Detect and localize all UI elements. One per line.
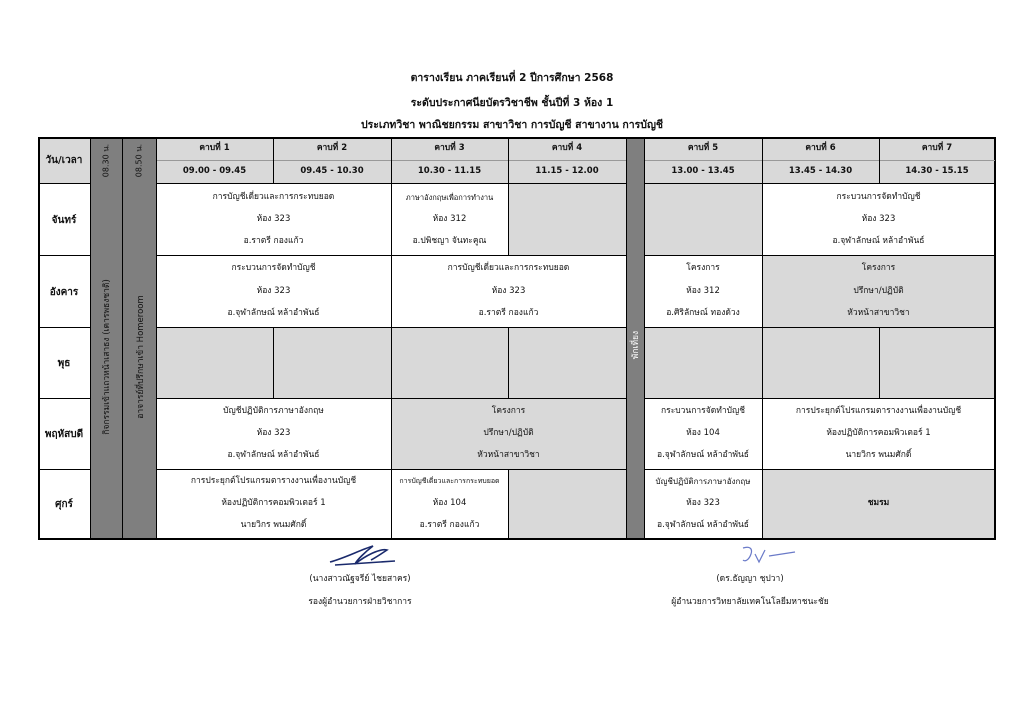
time-0850: 08.50 น.: [134, 143, 144, 178]
tue-d-subject: โครงการ: [861, 263, 896, 273]
day-thursday: พฤหัสบดี: [44, 429, 84, 440]
thu-c-teacher: อ.จุฬาลักษณ์ หล้าอำพันธ์: [657, 450, 749, 460]
thu-c-room: ห้อง 104: [686, 428, 720, 438]
fri-c-subject: บัญชีปฏิบัติการภาษาอังกฤษ: [655, 477, 751, 486]
tue-b-room: ห้อง 323: [491, 286, 526, 296]
thu-a-subject: บัญชีปฏิบัติการภาษาอังกฤษ: [223, 406, 324, 416]
homeroom-label: อาจารย์ที่ปรึกษาเข้า Homeroom: [136, 295, 146, 419]
tue-c-subject: โครงการ: [686, 263, 720, 273]
period-3-time: 10.30 - 11.15: [417, 166, 482, 176]
right-signer-title: ผู้อำนวยการวิทยาลัยเทคโนโลยีมหาชนะชัย: [671, 597, 829, 607]
period-6-time: 13.45 - 14.30: [788, 166, 853, 176]
tue-a-room: ห้อง 323: [256, 286, 291, 296]
day-tuesday: อังคาร: [49, 287, 79, 298]
title-line-1: ตารางเรียน ภาคเรียนที่ 2 ปีการศึกษา 2568: [410, 72, 614, 84]
tue-b-subject: การบัญชีเดี่ยวและการกระทบยอด: [447, 263, 570, 273]
time-0830: 08.30 น.: [101, 143, 111, 178]
right-signature-image: [735, 540, 805, 568]
thu-b-subject: โครงการ: [491, 406, 526, 416]
mon-a-subject: การบัญชีเดี่ยวและการกระทบยอด: [212, 192, 335, 202]
day-wednesday: พุธ: [57, 358, 71, 369]
thu-a-room: ห้อง 323: [256, 428, 291, 438]
mon-c-teacher: อ.จุฬาลักษณ์ หล้าอำพันธ์: [832, 236, 925, 246]
fri-b-teacher: อ.ราตรี กองแก้ว: [419, 520, 480, 530]
title-line-2: ระดับประกาศนียบัตรวิชาชีพ ชั้นปีที่ 3 ห้อง 1: [410, 97, 614, 109]
empty-cell: [508, 183, 626, 255]
period-5-time: 13.00 - 13.45: [671, 166, 735, 176]
period-2-time: 09.45 - 10.30: [300, 166, 364, 176]
right-signer-name: (ดร.ธัญญา ชุปวา): [716, 574, 784, 584]
empty-cell: [644, 183, 762, 255]
thu-d-subject: การประยุกต์โปรแกรมตารางงานเพื่องานบัญชี: [795, 406, 962, 416]
tue-c-room: ห้อง 312: [686, 286, 720, 296]
mon-b-room: ห้อง 312: [432, 214, 467, 224]
period-4-time: 11.15 - 12.00: [535, 166, 599, 176]
mon-c-room: ห้อง 323: [861, 214, 896, 224]
day-friday: ศุกร์: [55, 499, 73, 510]
tue-d-teacher: หัวหน้าสาขาวิชา: [847, 308, 910, 318]
left-signer-name: (นางสาวณัฐจรีย์ ไชยสาคร): [309, 574, 411, 584]
period-7-name: คาบที่ 7: [921, 143, 953, 153]
lunch-label: พักเที่ยง: [631, 330, 641, 360]
period-5-name: คาบที่ 5: [687, 143, 719, 153]
corner-label: วัน/เวลา: [45, 155, 83, 166]
mon-a-room: ห้อง 323: [256, 214, 291, 224]
period-6-name: คาบที่ 6: [805, 143, 836, 153]
fri-b-subject: การบัญชีเดี่ยวและการกระทบยอด: [399, 477, 500, 485]
period-1-time: 09.00 - 09.45: [182, 166, 247, 176]
tue-c-teacher: อ.ศิริลักษณ์ ทองด้วง: [666, 308, 740, 318]
fri-b-room: ห้อง 104: [432, 498, 467, 508]
fri-d-club: ชมรม: [867, 498, 890, 508]
tue-a-subject: กระบวนการจัดทำบัญชี: [231, 263, 316, 273]
fri-c-room: ห้อง 323: [686, 498, 720, 508]
thu-c-subject: กระบวนการจัดทำบัญชี: [660, 406, 746, 416]
left-signature-image: [325, 540, 405, 568]
empty-cell: [508, 469, 626, 539]
thu-b-teacher: หัวหน้าสาขาวิชา: [477, 450, 540, 460]
thu-d-teacher: นายวิกร พนมศักดิ์: [845, 450, 912, 460]
thu-b-room: ปรึกษา/ปฏิบัติ: [483, 428, 534, 438]
period-1-name: คาบที่ 1: [199, 143, 230, 153]
period-2-name: คาบที่ 2: [316, 143, 348, 153]
fri-a-subject: การประยุกต์โปรแกรมตารางงานเพื่องานบัญชี: [190, 476, 357, 486]
tue-b-teacher: อ.ราตรี กองแก้ว: [478, 308, 539, 318]
mon-b-teacher: อ.ปพิชญา จันทะคูณ: [412, 236, 487, 246]
period-4-name: คาบที่ 4: [551, 143, 583, 153]
period-3-name: คาบที่ 3: [434, 143, 465, 153]
day-monday: จันทร์: [51, 215, 77, 226]
fri-a-room: ห้องปฏิบัติการคอมพิวเตอร์ 1: [221, 498, 326, 508]
morning-activity-label: กิจกรรมเข้าแถวหน้าเสาธง (เคารพธงชาติ): [102, 279, 112, 435]
period-7-time: 14.30 - 15.15: [905, 166, 969, 176]
thu-a-teacher: อ.จุฬาลักษณ์ หล้าอำพันธ์: [227, 450, 320, 460]
title-line-3: ประเภทวิชา พาณิชยกรรม สาขาวิชา การบัญชี สาขางาน การบัญชี: [360, 119, 664, 131]
mon-b-subject: ภาษาอังกฤษเพื่อการทำงาน: [405, 193, 494, 202]
tue-d-room: ปรึกษา/ปฏิบัติ: [853, 286, 904, 296]
left-signer-title: รองผู้อำนวยการฝ่ายวิชาการ: [308, 597, 412, 607]
mon-c-subject: กระบวนการจัดทำบัญชี: [836, 192, 921, 202]
fri-c-teacher: อ.จุฬาลักษณ์ หล้าอำพันธ์: [657, 520, 749, 530]
thu-d-room: ห้องปฏิบัติการคอมพิวเตอร์ 1: [826, 428, 931, 438]
fri-a-teacher: นายวิกร พนมศักดิ์: [240, 520, 307, 530]
tue-a-teacher: อ.จุฬาลักษณ์ หล้าอำพันธ์: [227, 308, 320, 318]
empty-cell: [644, 327, 995, 398]
mon-a-teacher: อ.ราตรี กองแก้ว: [243, 236, 304, 246]
